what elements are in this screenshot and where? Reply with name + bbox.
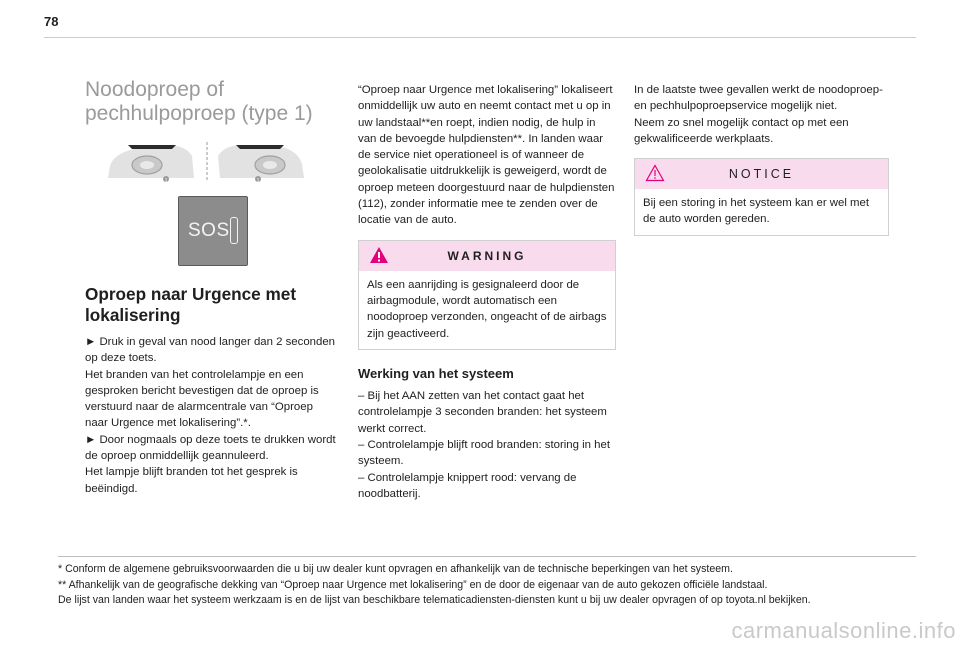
system-item-ok: – Bij het AAN zetten van het contact gaat het controlelampje 3 seconden branden: het systeem werkt correct.	[358, 390, 607, 435]
notice-header	[635, 159, 888, 189]
footnotes	[58, 562, 918, 609]
top-divider	[44, 37, 916, 38]
notice-text: Bij een storing in het systeem kan er wel met de auto worden gereden.	[643, 197, 870, 226]
warning-title: WARNING	[447, 248, 527, 263]
page-number: 78	[44, 14, 59, 29]
warning-box	[358, 240, 616, 350]
paragraph-lamp: Het lampje blijft branden tot het gesprek is beëindigd.	[85, 466, 298, 495]
footnote-2: ** Afhankelijk van de geografische dekking van “Oproep naar Urgence met lokalisering” en de door de eigenaar van de auto gekozen officiële landstaal.	[58, 578, 768, 591]
sos-label: SOS	[188, 220, 230, 241]
footnote-divider	[58, 556, 916, 557]
paragraph-intro: “Oproep naar Urgence met lokalisering” lokaliseert onmiddellijk uw auto en neemt contact met u op in uw landstaal**en roept, indien nodig, de hulp in van de bevoegde hulpdiensten**. In landen waar de service niet operationeel is of wanneer de geolokalisatie uitdrukkelijk is geweigerd, wordt de oproep meteen doorgestuurd naar de hulpdiensten (112), zonder informatie mee te zenden over de locatie van de auto.	[358, 84, 615, 227]
paragraph-cancel: ► Door nogmaals op deze toets te drukken wordt de oproep onmiddellijk geannuleerd.	[85, 433, 336, 463]
svg-text:1: 1	[256, 178, 260, 184]
warning-triangle-icon	[369, 246, 389, 264]
dashboard-illustration	[100, 138, 310, 188]
section-title-line-1: Noodoproep of	[85, 78, 224, 101]
section-title-line-2: pechhulpoproep (type 1)	[85, 102, 313, 125]
paragraph-limited-service: In de laatste twee gevallen werkt de noodoproep- en pechhulpoproepservice mogelijk niet.	[634, 84, 883, 113]
column-middle	[358, 82, 616, 502]
illustration-group	[100, 138, 310, 273]
paragraph-confirmation: Het branden van het controlelampje en een gesproken bericht bevestigen dat de oproep is verstuurd naar de alarmcentrale van “Oproep naar Urgence met lokalisering”.*.	[85, 368, 319, 430]
watermark: carmanualsonline.info	[731, 618, 956, 643]
section-title	[85, 78, 335, 126]
paragraph-contact-workshop: Neem zo snel mogelijk contact op met een gekwalificeerde werkplaats.	[634, 116, 849, 145]
notice-box	[634, 158, 889, 236]
heading-line-2: lokalisering	[85, 305, 181, 325]
sos-indicator-lamp	[230, 217, 238, 244]
paragraph-press-button: ► Druk in geval van nood langer dan 2 seconden op deze toets.	[85, 336, 336, 365]
column-left	[85, 78, 335, 126]
heading-line-1: Oproep naar Urgence met	[85, 284, 297, 304]
notice-triangle-icon	[645, 164, 665, 182]
sos-button-illustration	[178, 196, 248, 266]
column-right	[634, 82, 889, 236]
svg-text:1: 1	[164, 178, 168, 184]
notice-title: NOTICE	[728, 167, 795, 182]
system-item-battery: – Controlelampje knippert rood: vervang de noodbatterij.	[358, 471, 577, 500]
column-left-content	[85, 284, 337, 497]
warning-text: Als een aanrijding is gesignaleerd door de airbagmodule, wordt automatisch een noodoproep verzonden, ongeacht of de airbags zijn geactiveerd.	[367, 278, 607, 340]
footnote-3: De lijst van landen waar het systeem werkzaam is en de lijst van beschikbare telematicadiensten-diensten kunt u bij uw dealer opvragen of op toyota.nl bekijken.	[58, 594, 811, 607]
heading-urgence	[85, 284, 337, 326]
footnote-1: * Conform de algemene gebruiksvoorwaarden die u bij uw dealer kunt opvragen en afhankelijk van de technische beperkingen van het systeem.	[58, 563, 733, 575]
warning-header	[359, 241, 615, 271]
system-heading: Werking van het systeem	[358, 365, 514, 381]
system-item-fault: – Controlelampje blijft rood branden: storing in het systeem.	[358, 439, 611, 468]
